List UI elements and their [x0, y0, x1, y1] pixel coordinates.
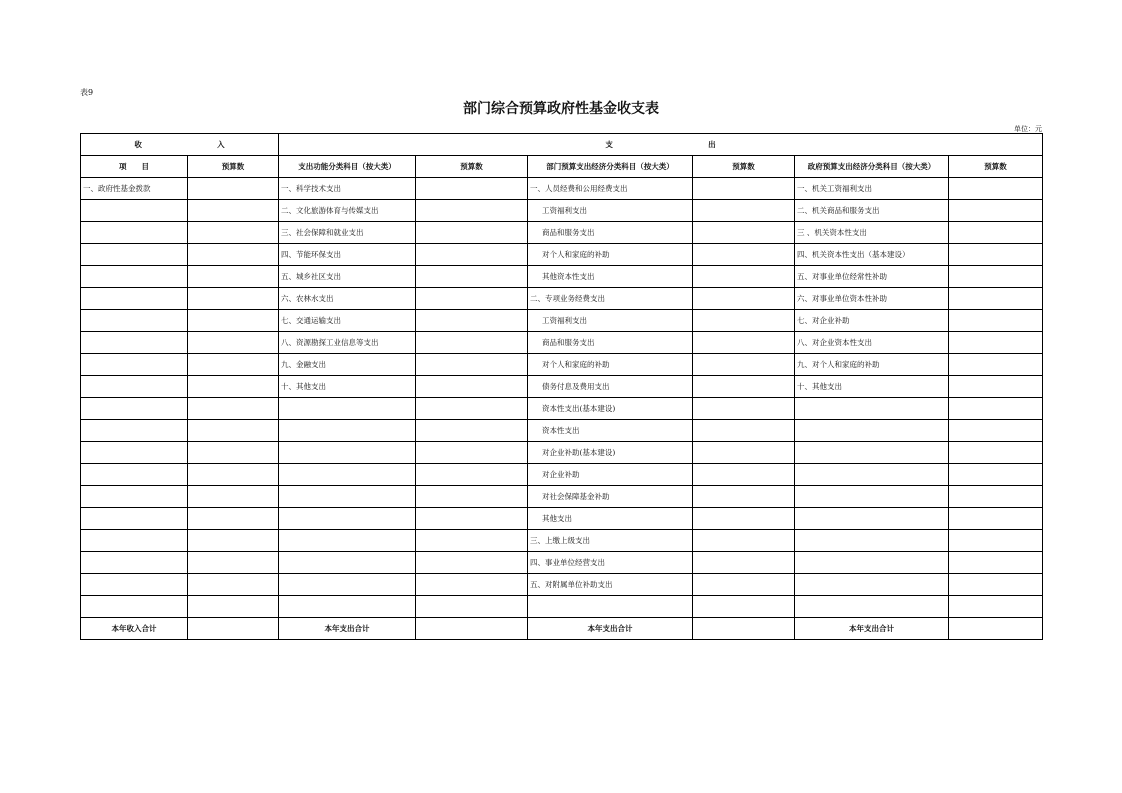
cell-function-amount	[416, 178, 528, 200]
unit-label: 单位：元	[1014, 125, 1042, 133]
cell-gov-economic-category	[795, 596, 949, 618]
cell-gov-economic-amount	[949, 508, 1043, 530]
cell-income-item	[81, 596, 188, 618]
cell-income-item	[81, 442, 188, 464]
cell-dept-economic-category: 对个人和家庭的补助	[528, 244, 693, 266]
cell-function-amount	[416, 552, 528, 574]
cell-function-amount	[416, 420, 528, 442]
cell-gov-economic-category: 二、机关商品和服务支出	[795, 200, 949, 222]
total-income-amount	[188, 618, 279, 640]
cell-gov-economic-category: 九、对个人和家庭的补助	[795, 354, 949, 376]
cell-dept-economic-category: 商品和服务支出	[528, 222, 693, 244]
cell-income-item	[81, 486, 188, 508]
cell-income-amount	[188, 244, 279, 266]
cell-income-item	[81, 200, 188, 222]
table-row	[81, 420, 1043, 442]
cell-dept-economic-category: 其他资本性支出	[528, 266, 693, 288]
cell-gov-economic-amount	[949, 596, 1043, 618]
cell-income-item	[81, 288, 188, 310]
col-header-dept-economic-category: 部门预算支出经济分类科目（按大类）	[528, 156, 693, 178]
cell-gov-economic-category: 五、对事业单位经常性补助	[795, 266, 949, 288]
cell-function-category	[279, 552, 416, 574]
cell-function-category	[279, 420, 416, 442]
cell-income-amount	[188, 596, 279, 618]
table-row	[81, 354, 1043, 376]
cell-income-item: 一、政府性基金拨款	[81, 178, 188, 200]
cell-dept-economic-amount	[693, 574, 795, 596]
table-row	[81, 442, 1043, 464]
cell-dept-economic-amount	[693, 178, 795, 200]
income-header-char-1: 收	[134, 140, 142, 149]
table-row	[81, 552, 1043, 574]
cell-dept-economic-amount	[693, 354, 795, 376]
table-row	[81, 398, 1043, 420]
cell-income-item	[81, 530, 188, 552]
cell-income-item	[81, 354, 188, 376]
column-header-row	[81, 156, 1043, 178]
cell-function-category: 十、其他支出	[279, 376, 416, 398]
cell-dept-economic-category: 对个人和家庭的补助	[528, 354, 693, 376]
cell-function-category: 七、交通运输支出	[279, 310, 416, 332]
cell-function-category	[279, 464, 416, 486]
cell-function-amount	[416, 288, 528, 310]
cell-gov-economic-amount	[949, 398, 1043, 420]
cell-gov-economic-amount	[949, 200, 1043, 222]
cell-income-item	[81, 266, 188, 288]
cell-dept-economic-category: 对社会保障基金补助	[528, 486, 693, 508]
cell-dept-economic-amount	[693, 596, 795, 618]
cell-income-item	[81, 420, 188, 442]
cell-gov-economic-amount	[949, 266, 1043, 288]
expense-section-header	[279, 134, 1043, 156]
cell-dept-economic-amount	[693, 200, 795, 222]
cell-dept-economic-amount	[693, 420, 795, 442]
cell-gov-economic-category	[795, 552, 949, 574]
cell-gov-economic-category	[795, 530, 949, 552]
cell-function-amount	[416, 222, 528, 244]
cell-dept-economic-amount	[693, 552, 795, 574]
cell-gov-economic-amount	[949, 530, 1043, 552]
expense-header-char-1: 支	[605, 140, 613, 149]
table-row	[81, 200, 1043, 222]
cell-gov-economic-category	[795, 420, 949, 442]
cell-income-amount	[188, 376, 279, 398]
cell-dept-economic-category: 工资福利支出	[528, 200, 693, 222]
cell-function-category	[279, 442, 416, 464]
cell-gov-economic-amount	[949, 464, 1043, 486]
cell-gov-economic-amount	[949, 222, 1043, 244]
cell-dept-economic-category: 对企业补助	[528, 464, 693, 486]
cell-income-amount	[188, 420, 279, 442]
col-header-income-amount: 预算数	[188, 156, 279, 178]
cell-function-category: 九、金融支出	[279, 354, 416, 376]
col-header-dept-economic-amount: 预算数	[693, 156, 795, 178]
cell-function-amount	[416, 508, 528, 530]
cell-income-amount	[188, 266, 279, 288]
cell-gov-economic-amount	[949, 376, 1043, 398]
cell-dept-economic-category	[528, 596, 693, 618]
cell-gov-economic-amount	[949, 288, 1043, 310]
cell-income-amount	[188, 178, 279, 200]
total-dept-economic-amount	[693, 618, 795, 640]
cell-income-amount	[188, 222, 279, 244]
cell-dept-economic-amount	[693, 266, 795, 288]
cell-function-amount	[416, 530, 528, 552]
cell-function-category: 六、农林水支出	[279, 288, 416, 310]
cell-gov-economic-amount	[949, 354, 1043, 376]
cell-function-category	[279, 508, 416, 530]
cell-dept-economic-amount	[693, 310, 795, 332]
cell-gov-economic-category: 四、机关资本性支出（基本建设）	[795, 244, 949, 266]
table-row	[81, 530, 1043, 552]
cell-gov-economic-category	[795, 486, 949, 508]
cell-income-item	[81, 508, 188, 530]
table-row	[81, 178, 1043, 200]
budget-table	[80, 133, 1043, 640]
col-header-gov-economic-category: 政府预算支出经济分类科目（按大类）	[795, 156, 949, 178]
cell-income-amount	[188, 574, 279, 596]
cell-dept-economic-amount	[693, 508, 795, 530]
cell-dept-economic-category: 资本性支出	[528, 420, 693, 442]
cell-function-amount	[416, 244, 528, 266]
cell-function-category: 八、资源勘探工业信息等支出	[279, 332, 416, 354]
cell-function-category: 五、城乡社区支出	[279, 266, 416, 288]
total-row	[81, 618, 1043, 640]
cell-function-amount	[416, 596, 528, 618]
cell-function-category	[279, 486, 416, 508]
cell-gov-economic-amount	[949, 310, 1043, 332]
cell-gov-economic-category: 六、对事业单位资本性补助	[795, 288, 949, 310]
cell-dept-economic-category: 四、事业单位经营支出	[528, 552, 693, 574]
cell-income-amount	[188, 442, 279, 464]
table-row	[81, 486, 1043, 508]
cell-income-amount	[188, 288, 279, 310]
cell-function-amount	[416, 398, 528, 420]
cell-dept-economic-category: 一、人员经费和公用经费支出	[528, 178, 693, 200]
col-header-income-item: 项 目	[81, 156, 188, 178]
cell-income-item	[81, 222, 188, 244]
cell-function-amount	[416, 486, 528, 508]
cell-function-amount	[416, 464, 528, 486]
cell-dept-economic-category: 对企业补助(基本建设)	[528, 442, 693, 464]
cell-gov-economic-amount	[949, 420, 1043, 442]
table-row	[81, 244, 1043, 266]
cell-income-item	[81, 310, 188, 332]
cell-dept-economic-amount	[693, 244, 795, 266]
cell-dept-economic-category: 商品和服务支出	[528, 332, 693, 354]
cell-income-amount	[188, 354, 279, 376]
page-title: 部门综合预算政府性基金收支表	[463, 101, 659, 117]
cell-gov-economic-category	[795, 464, 949, 486]
cell-income-amount	[188, 310, 279, 332]
cell-income-item	[81, 552, 188, 574]
cell-gov-economic-amount	[949, 552, 1043, 574]
cell-function-amount	[416, 354, 528, 376]
cell-gov-economic-amount	[949, 574, 1043, 596]
table-row	[81, 266, 1043, 288]
table-number: 表9	[80, 88, 94, 97]
table-row	[81, 222, 1043, 244]
cell-dept-economic-amount	[693, 288, 795, 310]
cell-gov-economic-category: 八、对企业资本性支出	[795, 332, 949, 354]
cell-income-amount	[188, 464, 279, 486]
cell-gov-economic-amount	[949, 442, 1043, 464]
cell-gov-economic-amount	[949, 332, 1043, 354]
table-row	[81, 376, 1043, 398]
cell-dept-economic-amount	[693, 530, 795, 552]
cell-income-amount	[188, 398, 279, 420]
cell-gov-economic-category	[795, 574, 949, 596]
income-section-header	[81, 134, 279, 156]
table-row	[81, 508, 1043, 530]
cell-income-amount	[188, 486, 279, 508]
cell-dept-economic-category: 资本性支出(基本建设)	[528, 398, 693, 420]
cell-income-amount	[188, 530, 279, 552]
cell-income-item	[81, 464, 188, 486]
cell-dept-economic-amount	[693, 398, 795, 420]
col-header-function-amount: 预算数	[416, 156, 528, 178]
cell-income-item	[81, 398, 188, 420]
cell-income-amount	[188, 508, 279, 530]
section-header-row	[81, 134, 1043, 156]
cell-income-amount	[188, 200, 279, 222]
table-row	[81, 574, 1043, 596]
cell-function-amount	[416, 442, 528, 464]
cell-income-item	[81, 332, 188, 354]
cell-function-category	[279, 574, 416, 596]
cell-income-item	[81, 574, 188, 596]
cell-function-amount	[416, 332, 528, 354]
cell-dept-economic-category: 债务付息及费用支出	[528, 376, 693, 398]
cell-function-amount	[416, 266, 528, 288]
cell-gov-economic-amount	[949, 244, 1043, 266]
cell-function-category	[279, 596, 416, 618]
cell-income-amount	[188, 552, 279, 574]
total-dept-economic-category: 本年支出合计	[528, 618, 693, 640]
table-row	[81, 288, 1043, 310]
cell-gov-economic-category: 一、机关工资福利支出	[795, 178, 949, 200]
cell-dept-economic-category: 二、专项业务经费支出	[528, 288, 693, 310]
cell-function-amount	[416, 376, 528, 398]
cell-function-amount	[416, 200, 528, 222]
cell-gov-economic-category	[795, 442, 949, 464]
cell-gov-economic-amount	[949, 486, 1043, 508]
total-gov-economic-category: 本年支出合计	[795, 618, 949, 640]
table-row	[81, 332, 1043, 354]
cell-gov-economic-amount	[949, 178, 1043, 200]
total-function-category: 本年支出合计	[279, 618, 416, 640]
income-header-char-2: 入	[217, 140, 225, 149]
cell-income-item	[81, 376, 188, 398]
expense-header-char-2: 出	[708, 140, 716, 149]
cell-function-category: 三、社会保障和就业支出	[279, 222, 416, 244]
cell-function-amount	[416, 310, 528, 332]
table-row	[81, 464, 1043, 486]
cell-dept-economic-category: 三、上缴上级支出	[528, 530, 693, 552]
cell-function-category: 四、节能环保支出	[279, 244, 416, 266]
cell-function-category: 一、科学技术支出	[279, 178, 416, 200]
cell-dept-economic-amount	[693, 442, 795, 464]
cell-income-item	[81, 244, 188, 266]
cell-dept-economic-amount	[693, 486, 795, 508]
cell-dept-economic-category: 五、对附属单位补助支出	[528, 574, 693, 596]
cell-gov-economic-category: 十、其他支出	[795, 376, 949, 398]
cell-dept-economic-amount	[693, 332, 795, 354]
cell-gov-economic-category: 三 、机关资本性支出	[795, 222, 949, 244]
cell-dept-economic-amount	[693, 376, 795, 398]
cell-function-category	[279, 398, 416, 420]
cell-function-category	[279, 530, 416, 552]
cell-income-amount	[188, 332, 279, 354]
cell-dept-economic-category: 其他支出	[528, 508, 693, 530]
cell-function-amount	[416, 574, 528, 596]
table-row	[81, 596, 1043, 618]
cell-dept-economic-amount	[693, 464, 795, 486]
table-row	[81, 310, 1043, 332]
col-header-function-category: 支出功能分类科目（按大类）	[279, 156, 416, 178]
cell-gov-economic-category: 七、对企业补助	[795, 310, 949, 332]
cell-gov-economic-category	[795, 508, 949, 530]
total-income-item: 本年收入合计	[81, 618, 188, 640]
cell-dept-economic-amount	[693, 222, 795, 244]
total-function-amount	[416, 618, 528, 640]
col-header-gov-economic-amount: 预算数	[949, 156, 1043, 178]
cell-function-category: 二、文化旅游体育与传媒支出	[279, 200, 416, 222]
total-gov-economic-amount	[949, 618, 1043, 640]
cell-dept-economic-category: 工资福利支出	[528, 310, 693, 332]
cell-gov-economic-category	[795, 398, 949, 420]
